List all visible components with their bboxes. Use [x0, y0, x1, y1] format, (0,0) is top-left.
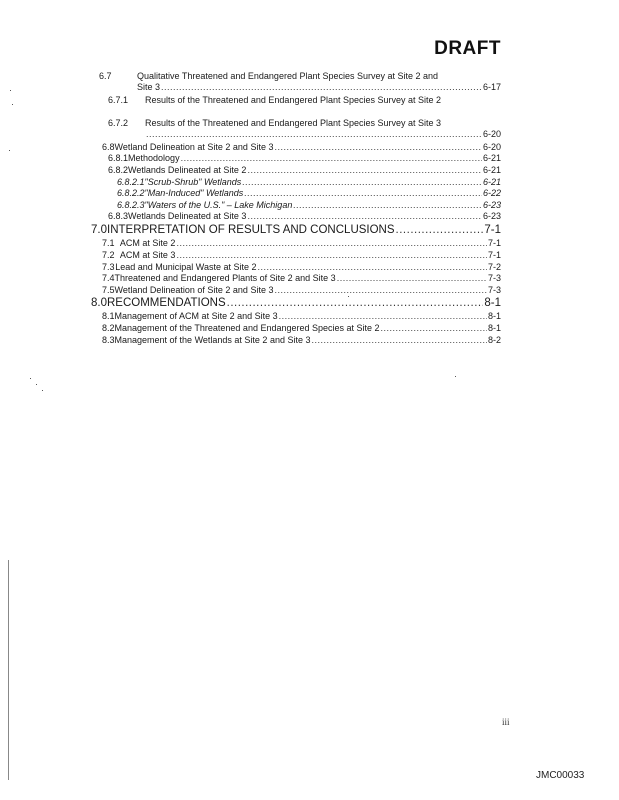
toc-leader-dots: [181, 153, 482, 164]
toc-number: 7.5: [102, 285, 115, 295]
toc-title: Management of the Wetlands at Site 2 and Site 3: [114, 335, 311, 345]
toc-entry-6-7-2-continued[interactable]: [145, 129, 501, 140]
scan-speck: [10, 90, 11, 91]
toc-entry-6-8-2-1[interactable]: [117, 177, 501, 188]
toc-leader-dots: [274, 142, 482, 153]
toc-number: 6.7.2: [108, 118, 129, 128]
toc-title: Wetland Delineation at Site 2 and Site 3: [114, 142, 274, 152]
toc-number: 8.3: [102, 335, 115, 345]
toc-page-number: 8-1: [487, 311, 501, 321]
toc-number: 7.4: [102, 273, 115, 283]
toc-title: Wetlands Delineated at Site 2: [128, 165, 247, 175]
toc-number: 6.8.2.1: [117, 177, 145, 187]
toc-number: 8.1: [102, 311, 115, 321]
toc-leader-dots: [176, 238, 487, 249]
toc-entry-6-8-2-2[interactable]: [117, 188, 501, 199]
draft-watermark-label: DRAFT: [434, 38, 501, 59]
toc-leader-dots: [274, 285, 487, 296]
toc-leader-dots: [293, 200, 482, 211]
toc-leader-dots: [311, 335, 487, 346]
toc-title: INTERPRETATION OF RESULTS AND CONCLUSIONS: [107, 224, 395, 236]
toc-number: 8.0: [91, 297, 107, 309]
toc-title: Results of the Threatened and Endangered Plant Species Survey at Site 2: [145, 95, 442, 105]
toc-entry-7-5[interactable]: [102, 285, 501, 296]
toc-title: Management of ACM at Site 2 and Site 3: [114, 311, 278, 321]
toc-page-number: 7-1: [487, 238, 501, 248]
scan-speck: [12, 104, 13, 105]
scan-edge-line: [8, 560, 9, 780]
toc-page-number: 7-2: [487, 262, 501, 272]
toc-number: 6.8.2.3: [117, 200, 145, 210]
scan-speck: [348, 296, 349, 297]
toc-title: "Scrub-Shrub" Wetlands: [144, 177, 242, 187]
toc-number: 7.1: [102, 238, 115, 248]
toc-entry-7-4[interactable]: [102, 273, 501, 284]
toc-number: 6.7: [99, 71, 112, 81]
toc-title-continued: Site 3: [137, 82, 161, 92]
toc-page-number: 6-23: [482, 211, 501, 221]
toc-number: 6.8.1: [108, 153, 129, 163]
toc-leader-dots: [279, 311, 487, 322]
toc-leader-dots: [227, 297, 484, 310]
toc-entry-8-1[interactable]: [102, 311, 501, 322]
toc-number: 8.2: [102, 323, 115, 333]
toc-page-number: 6-21: [482, 177, 501, 187]
toc-entry-7-2[interactable]: [102, 250, 501, 261]
toc-number: 7.3: [102, 262, 115, 272]
toc-page-number: 7-3: [487, 285, 501, 295]
toc-entry-8-2[interactable]: [102, 323, 501, 334]
toc-number: 7.0: [91, 224, 107, 236]
toc-leader-dots: [161, 82, 482, 93]
toc-title: "Waters of the U.S." – Lake Michigan: [144, 200, 293, 210]
toc-entry-6-8[interactable]: [102, 142, 501, 153]
toc-leader-dots: [247, 211, 482, 222]
toc-page-number: 7-3: [487, 273, 501, 283]
toc-leader-dots: [176, 250, 487, 261]
toc-page-number: 8-2: [487, 335, 501, 345]
toc-title: ACM at Site 3: [119, 250, 176, 260]
toc-entry-8-3[interactable]: [102, 335, 501, 346]
scan-speck: [455, 376, 456, 377]
toc-entry-7-3[interactable]: [102, 262, 501, 273]
toc-leader-dots: [396, 224, 484, 237]
toc-page-number: 6-22: [482, 188, 501, 198]
toc-title: Qualitative Threatened and Endangered Plant Species Survey at Site 2 and: [137, 71, 439, 81]
toc-entry-7-1[interactable]: [102, 238, 501, 249]
toc-leader-dots: [247, 165, 482, 176]
toc-page-number: 8-1: [484, 297, 501, 309]
toc-page-number: 8-1: [487, 323, 501, 333]
toc-leader-dots: [244, 188, 482, 199]
toc-leader-dots: [257, 262, 487, 273]
toc-leader-dots: [242, 177, 482, 188]
toc-title: Wetlands Delineated at Site 3: [128, 211, 247, 221]
toc-entry-7-0[interactable]: [91, 224, 501, 237]
toc-page-number: 6-21: [482, 165, 501, 175]
toc-page-number: 6-17: [482, 82, 501, 92]
toc-leader-dots: [381, 323, 487, 334]
scan-speck: [9, 150, 10, 151]
toc-title: Lead and Municipal Waste at Site 2: [115, 262, 257, 272]
toc-number: 6.8.2: [108, 165, 129, 175]
toc-leader-dots: [146, 129, 482, 140]
toc-page-number: 6-20: [482, 129, 501, 139]
toc-title: Methodology: [128, 153, 180, 163]
toc-title: Results of the Threatened and Endangered Plant Species Survey at Site 3: [145, 118, 442, 128]
toc-entry-6-8-3[interactable]: [108, 211, 501, 222]
toc-page-number: 6-23: [482, 200, 501, 210]
toc-entry-6-7-2[interactable]: [108, 118, 500, 129]
toc-title: RECOMMENDATIONS: [107, 297, 226, 309]
toc-entry-6-7[interactable]: [99, 71, 499, 82]
page-number-roman: iii: [502, 717, 510, 727]
toc-number: 6.8.3: [108, 211, 129, 221]
toc-title: "Man-Induced" Wetlands: [144, 188, 244, 198]
toc-title: Management of the Threatened and Endangered Species at Site 2: [114, 323, 380, 333]
toc-entry-6-8-1[interactable]: [108, 153, 501, 164]
toc-page-number: 7-1: [484, 224, 501, 236]
toc-entry-6-8-2-3[interactable]: [117, 200, 501, 211]
toc-number: 6.8: [102, 142, 115, 152]
toc-title: Wetland Delineation of Site 2 and Site 3: [114, 285, 274, 295]
toc-leader-dots: [337, 273, 487, 284]
toc-page-number: 7-1: [487, 250, 501, 260]
scan-speck: [36, 384, 37, 385]
toc-number: 7.2: [102, 250, 115, 260]
toc-entry-8-0[interactable]: [91, 297, 501, 310]
scan-speck: [42, 390, 43, 391]
toc-page-number: 6-21: [482, 153, 501, 163]
toc-entry-6-7-continued[interactable]: [137, 82, 501, 93]
toc-title: ACM at Site 2: [119, 238, 176, 248]
toc-entry-6-8-2[interactable]: [108, 165, 501, 176]
toc-number: 6.7.1: [108, 95, 129, 105]
toc-page-number: 6-20: [482, 142, 501, 152]
toc-title: Threatened and Endangered Plants of Site 2 and Site 3: [114, 273, 336, 283]
toc-number: 6.8.2.2: [117, 188, 145, 198]
toc-entry-6-7-1[interactable]: [108, 95, 500, 106]
scan-speck: [30, 378, 31, 379]
bates-number: JMC00033: [536, 770, 585, 781]
